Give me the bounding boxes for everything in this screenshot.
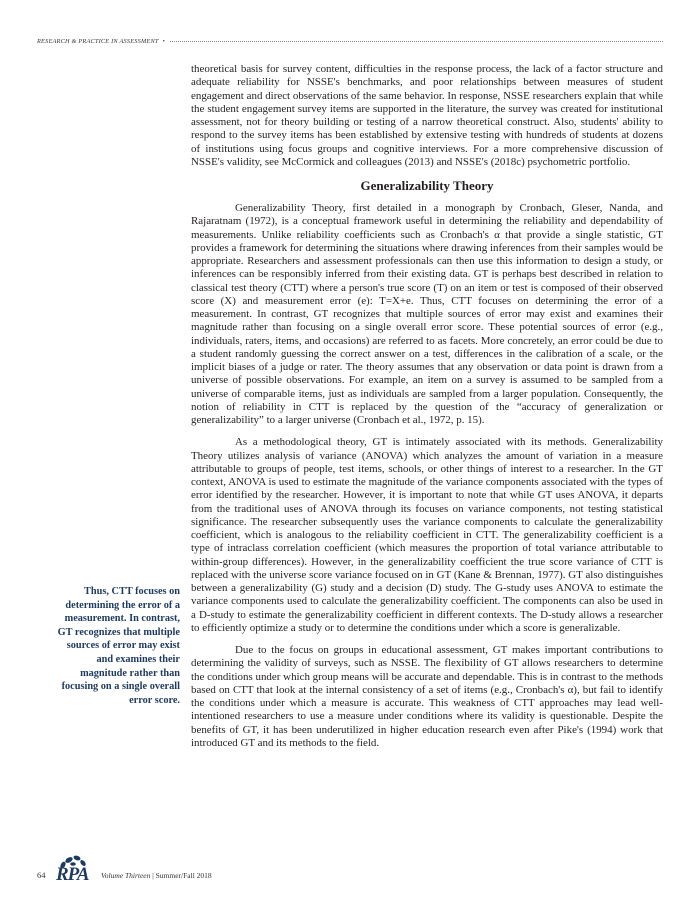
header-bullet: • [162, 37, 165, 45]
body-paragraph: As a methodological theory, GT is intimately associated with its methods. Generalizability Theory utilizes analysis of variance (ANOVA) which analyzes the amount of variation in a measure attributable to groups of people, test items, schools, or other things of interest to a researcher. In the GT context, ANOVA is used to estimate the magnitude of the variance components associated with the types of error identified by the researcher. However, it is important to note that while GT uses ANOVA, it departs from the traditional uses of ANOVA through its focuses on variance components, not testing statistical significance. The researcher subsequently uses the variance components to calculate the generalizability coefficient, which is analogous to the reliability coefficient in CTT. The generalizability coefficient is a type of intraclass correlation coefficient (which measures the proportion of total variance attributable to within-group differences). However, in the generalizability coefficient the true score variance of CTT is replaced with the universe score variance focused on in GT (Kane & Brennan, 1977). GT also distinguishes between a generalizability (G) study and a decision (D) study. The G-study uses ANOVA to estimate the variance components used to calculate the generalizability coefficient. The components can also be used in a D-study to estimate the generalizability coefficient in different contexts. The D-study allows a researcher to efficiently optimize a study or to determine the conditions under which a score is generalizable. [191, 436, 663, 634]
issue-label: Summer/Fall 2018 [155, 871, 212, 880]
intro-paragraph: theoretical basis for survey content, difficulties in the response process, the lack of a factor structure and adequate reliability for NSSE's benchmarks, and poor relationships between measures of student engagement and direct observations of the same behavior. In response, NSSE researchers explain that while the student engagement survey items are supported in the literature, the survey was created for institutional assessment, not for theory building or testing of a narrow theoretical construct. Also, students' ability to respond to the survey items has been established by extensive testing with hundreds of students at dozens of institutions using focus groups and cognitive interviews. For a more comprehensive discussion of NSSE's validity, see McCormick and colleagues (2013) and NSSE's (2018c) psychometric portfolio. [191, 63, 663, 168]
issue-info [101, 871, 212, 880]
page-footer [37, 854, 337, 894]
section-heading: Generalizability Theory [360, 178, 494, 193]
footer-separator: | [150, 871, 156, 880]
logo-wordmark: RPA [56, 864, 89, 885]
rpa-logo [51, 854, 101, 890]
body-paragraph: Due to the focus on groups in educational assessment, GT makes important contributions to determining the validity of surveys, such as NSSE. The flexibility of GT allows researchers to determine the conditions under which group means will be accurate and dependable. This is in contrast to the methods based on CTT that look at the internal consistency of a set of items (e.g., Cronbach's α), but fail to identify the conditions under which a measure is accurate. This weakness of CTT approaches may lead well-intentioned researchers to use a measure under conditions where its validity is questionable. Despite the benefits of GT, it has been underutilized in higher education research even after Pike's (1994) work that introduced GT and its methods to the field. [191, 644, 663, 749]
journal-running-head: RESEARCH & PRACTICE IN ASSESSMENT [37, 37, 159, 45]
main-text-column [191, 63, 663, 759]
running-header [37, 34, 663, 48]
header-dotted-rule [170, 40, 663, 42]
volume-label: Volume Thirteen [101, 871, 151, 880]
pull-quote: Thus, CTT focuses on determining the error of a measurement. In contrast, GT recognizes that multiple sources of error may exist and examines their magnitude rather than focusing on a single overall error score. [57, 586, 180, 706]
page-number: 64 [37, 870, 46, 880]
body-paragraph: Generalizability Theory, first detailed in a monograph by Cronbach, Gleser, Nanda, and Rajaratnam (1972), is a conceptual framework useful in determining the reliability and dependability of measurements. Unlike reliability coefficients such as Cronbach's α that provide a single statistic, GT provides a framework for determining the situations where drawing inferences from their samples would be appropriate. Researchers and assessment professionals can then use this information to design a study, or inferences can be responsibly inferred from their existing data. GT is perhaps best described in relation to classical test theory (CTT) where a person's true score (T) on an item or test is composed of their observed score (X) and measurement error (e): T=X+e. Thus, CTT focuses on determining the error of a measurement. In contrast, GT recognizes that multiple sources of error may exist and examines their magnitude rather than focusing on a single overall error score. These potential sources of error (e.g., individuals, raters, items, and occasions) are referred to as facets. More concretely, an error could be due to a student randomly guessing the correct answer on a test, differences in the calibration of a scale, or the implicit biases of a judge or rater. The theory assumes that any observation or data point is drawn from a universe of possible observations. For example, an item on a survey is assumed to be sampled from a universe of comparable items, just as individuals are sampled from a larger population. Consequently, the notion of reliability in CTT is replaced by the question of the “accuracy of generalization or generalizability” to a larger universe (Cronbach et al., 1972, p. 15). [191, 202, 663, 426]
